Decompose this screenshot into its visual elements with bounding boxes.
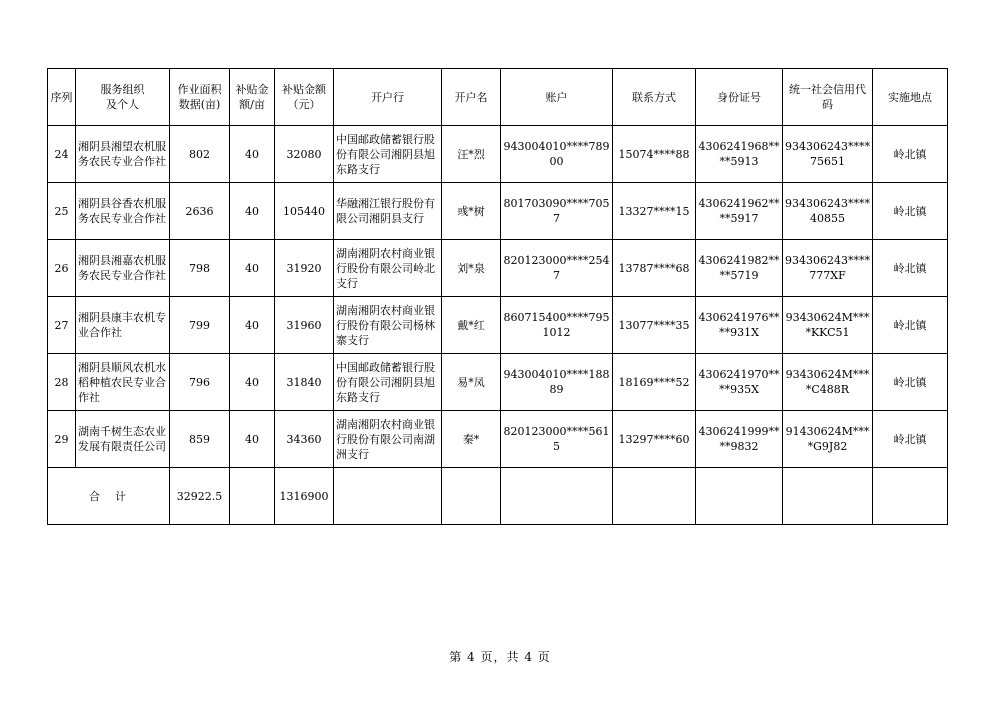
cell-account: 801703090****7057 [501,183,613,240]
cell-phone: 15074****88 [613,126,696,183]
header-rate: 补贴金 额/亩 [230,69,275,126]
table-row [48,126,948,183]
cell-amount: 32080 [275,126,334,183]
total-label: 合 计 [48,468,170,525]
cell-org: 湖南千树生态农业发展有限责任公司 [76,411,170,468]
cell-no: 29 [48,411,76,468]
cell-org: 湘阴县谷香农机服务农民专业合作社 [76,183,170,240]
cell-account: 943004010****18889 [501,354,613,411]
cell-place: 岭北镇 [873,126,948,183]
cell-holder: 易*凤 [442,354,501,411]
cell-account: 820123000****2547 [501,240,613,297]
cell-bank: 中国邮政储蓄银行股份有限公司湘阴县旭东路支行 [334,126,442,183]
cell-bank: 湖南湘阴农村商业银行股份有限公司岭北支行 [334,240,442,297]
cell-idno: 4306241962****5917 [696,183,783,240]
header-org: 服务组织 及个人 [76,69,170,126]
cell-no: 25 [48,183,76,240]
cell-no: 28 [48,354,76,411]
cell-place: 岭北镇 [873,297,948,354]
header-account: 账户 [501,69,613,126]
cell-no: 26 [48,240,76,297]
cell-phone: 13077****35 [613,297,696,354]
cell-bank: 中国邮政储蓄银行股份有限公司湘阴县旭东路支行 [334,354,442,411]
cell-idno: 4306241970****935X [696,354,783,411]
cell-credit: 93430624M****C488R [783,354,873,411]
table-row [48,240,948,297]
cell-holder: 汪*烈 [442,126,501,183]
header-credit: 统一社会信用代 码 [783,69,873,126]
cell-phone: 18169****52 [613,354,696,411]
page-footer: 第 4 页，共 4 页 [449,650,551,664]
cell-place: 岭北镇 [873,411,948,468]
cell-place: 岭北镇 [873,240,948,297]
cell-idno: 4306241968****5913 [696,126,783,183]
cell-no: 24 [48,126,76,183]
header-area: 作业面积 数据(亩) [170,69,230,126]
header-amount: 补贴金额 （元） [275,69,334,126]
cell-credit: 93430624M****KKC51 [783,297,873,354]
total-row [48,468,948,525]
cell-amount: 31840 [275,354,334,411]
header-phone: 联系方式 [613,69,696,126]
cell-area: 859 [170,411,230,468]
cell-phone: 13787****68 [613,240,696,297]
table-row [48,354,948,411]
cell-idno: 4306241982****5719 [696,240,783,297]
subsidy-table [47,68,948,525]
table-row [48,183,948,240]
cell-rate: 40 [230,411,275,468]
cell-area: 802 [170,126,230,183]
total-empty-cell [442,468,501,525]
cell-place: 岭北镇 [873,354,948,411]
cell-bank: 湖南湘阴农村商业银行股份有限公司杨林寨支行 [334,297,442,354]
cell-org: 湘阴县湘望农机服务农民专业合作社 [76,126,170,183]
cell-account: 820123000****5615 [501,411,613,468]
total-rate-empty [230,468,275,525]
cell-credit: 91430624M****G9J82 [783,411,873,468]
cell-amount: 31960 [275,297,334,354]
cell-amount: 105440 [275,183,334,240]
cell-place: 岭北镇 [873,183,948,240]
cell-bank: 华融湘江银行股份有限公司湘阴县支行 [334,183,442,240]
cell-no: 27 [48,297,76,354]
total-empty-cell [696,468,783,525]
total-empty-cell [613,468,696,525]
cell-holder: 彧*树 [442,183,501,240]
cell-phone: 13297****60 [613,411,696,468]
table-header-row [48,69,948,126]
header-bank: 开户行 [334,69,442,126]
header-place: 实施地点 [873,69,948,126]
cell-org: 湘阴县顺风农机水稻种植农民专业合作社 [76,354,170,411]
cell-holder: 秦* [442,411,501,468]
table-body [48,126,948,468]
cell-idno: 4306241999****9832 [696,411,783,468]
cell-amount: 34360 [275,411,334,468]
total-empty-cell [501,468,613,525]
cell-rate: 40 [230,240,275,297]
table-row [48,411,948,468]
cell-credit: 934306243****75651 [783,126,873,183]
cell-area: 799 [170,297,230,354]
total-empty-cell [334,468,442,525]
cell-area: 796 [170,354,230,411]
total-empty-cell [783,468,873,525]
cell-bank: 湖南湘阴农村商业银行股份有限公司南湖洲支行 [334,411,442,468]
total-amount: 1316900 [275,468,334,525]
total-area: 32922.5 [170,468,230,525]
cell-area: 798 [170,240,230,297]
cell-org: 湘阴县湘嘉农机服务农民专业合作社 [76,240,170,297]
header-idno: 身份证号 [696,69,783,126]
cell-credit: 934306243****777XF [783,240,873,297]
cell-account: 943004010****78900 [501,126,613,183]
total-empty-cell [873,468,948,525]
header-no: 序列 [48,69,76,126]
cell-idno: 4306241976****931X [696,297,783,354]
table-row [48,297,948,354]
cell-rate: 40 [230,354,275,411]
cell-phone: 13327****15 [613,183,696,240]
cell-holder: 戴*红 [442,297,501,354]
cell-rate: 40 [230,297,275,354]
cell-org: 湘阴县康丰农机专业合作社 [76,297,170,354]
cell-rate: 40 [230,126,275,183]
cell-amount: 31920 [275,240,334,297]
cell-account: 860715400****7951012 [501,297,613,354]
cell-holder: 刘*泉 [442,240,501,297]
header-holder: 开户名 [442,69,501,126]
cell-credit: 934306243****40855 [783,183,873,240]
cell-area: 2636 [170,183,230,240]
cell-rate: 40 [230,183,275,240]
